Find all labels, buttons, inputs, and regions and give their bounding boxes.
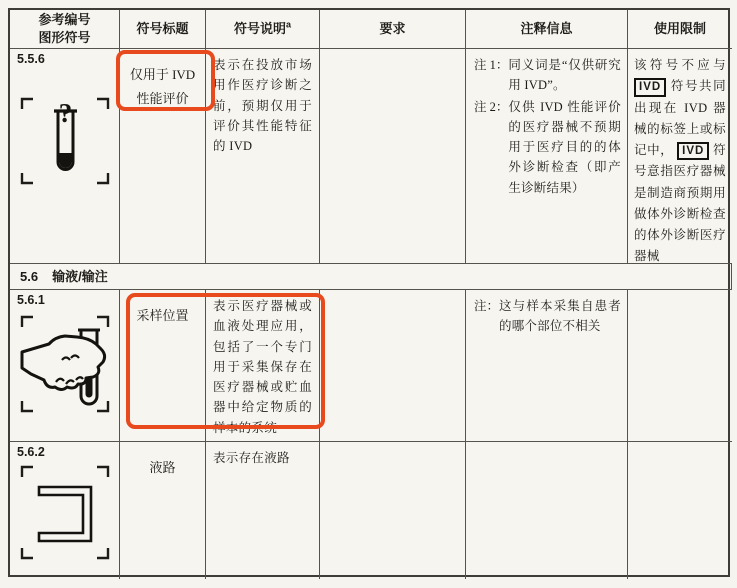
- row-561-ref-cell: [10, 290, 120, 442]
- note-text: 仅供 IVD 性能评价的医疗器械不预期用于医疗目的的体外诊断检查（即产生诊断结果）: [508, 99, 621, 195]
- row-556-title-line2: 性能评价: [136, 91, 189, 107]
- row-561-restriction-cell: [628, 290, 732, 442]
- row-556-notes-cell: [466, 49, 628, 264]
- fluid-path-icon: [10, 462, 119, 566]
- section-label: 输液/输注: [52, 268, 108, 284]
- row-562-ref-cell: [10, 442, 120, 579]
- note-label: 注 2：: [474, 99, 509, 114]
- footnote-marker: a: [286, 19, 292, 30]
- note-item: [474, 296, 621, 337]
- note-item: [474, 55, 621, 96]
- registration-corner-marks: [22, 467, 108, 558]
- row-556-title-line1: 仅用于 IVD: [129, 67, 196, 82]
- row-556-ref-cell: [10, 49, 120, 264]
- section-number: 5.6: [20, 268, 39, 284]
- row-556-description: 表示在投放市场用作医疗诊断之前，预期仅用于评价其性能特征的 IVD: [213, 58, 312, 153]
- header-cell-requirements: [320, 10, 466, 49]
- restriction-segment: 符号共同出现在 IVD 器械的标签上或标记中，: [634, 79, 726, 157]
- row-556-description-cell: [206, 49, 320, 264]
- row-556-requirements-cell: [320, 49, 466, 264]
- section-row-56: [10, 264, 732, 290]
- row-561-title-cell: [120, 290, 206, 442]
- row-556-restriction-text: [628, 49, 732, 264]
- restriction-segment: 符号意指医疗器械是制造商预期用做体外诊断检查的体外诊断医疗器械: [634, 143, 727, 264]
- row-562-description-cell: [206, 442, 320, 579]
- ivd-symbol-box: IVD: [677, 142, 709, 160]
- header-ref-line1: 参考编号: [38, 12, 91, 28]
- row-562-notes-cell: [466, 442, 628, 579]
- row-561-description-cell: [206, 290, 320, 442]
- header-description-label: [234, 20, 291, 38]
- row-562-ref-number: 5.6.2: [17, 445, 45, 459]
- row-561-ref-number: 5.6.1: [17, 293, 45, 307]
- ivd-symbol-box: IVD: [634, 78, 666, 96]
- header-cell-ref-symbol: [10, 10, 120, 49]
- row-561-title: 采样位置: [136, 308, 189, 323]
- note-text: 同义词是“仅供研究用 IVD”。: [508, 58, 621, 93]
- header-cell-restrictions: [628, 10, 732, 49]
- note-item: [474, 97, 621, 198]
- header-cell-description: [206, 10, 320, 49]
- header-cell-title: [120, 10, 206, 49]
- row-562-title-cell: [120, 442, 206, 579]
- header-cell-notes: [466, 10, 628, 49]
- row-562-description: 表示存在液路: [213, 451, 290, 465]
- header-notes-label: 注释信息: [520, 21, 573, 37]
- header-title-label: 符号标题: [136, 21, 189, 37]
- header-requirements-label: 要求: [379, 21, 406, 37]
- row-562-title: 液路: [149, 460, 176, 475]
- note-label: 注 1：: [474, 58, 509, 72]
- row-561-notes-cell: [466, 290, 628, 442]
- symbols-table: [8, 8, 730, 577]
- row-556-title-cell: [120, 49, 206, 264]
- row-562-requirements-cell: [320, 442, 466, 579]
- svg-text:?: ?: [58, 98, 72, 128]
- hand-holding-tube-icon: [10, 310, 119, 420]
- header-description-text: 符号说明: [233, 21, 286, 37]
- header-ref-line2: 图形符号: [38, 30, 91, 45]
- header-restrictions-label: 使用限制: [653, 21, 706, 37]
- row-561-description: 表示医疗器械或血液处理应用，包括了一个专门用于采集保存在医疗器械或贮血器中给定物质的样本的系统: [213, 299, 312, 435]
- row-562-restriction-cell: [628, 442, 732, 579]
- note-label: 注：: [474, 299, 500, 313]
- row-556-restriction-cell: [628, 49, 732, 264]
- row-556-ref-number: 5.5.6: [17, 52, 45, 66]
- row-561-requirements-cell: [320, 290, 466, 442]
- note-text: 这与样本采集自患者的哪个部位不相关: [499, 299, 621, 334]
- test-tube-question-icon: [10, 95, 119, 187]
- restriction-segment: 该符号不应与: [634, 58, 726, 72]
